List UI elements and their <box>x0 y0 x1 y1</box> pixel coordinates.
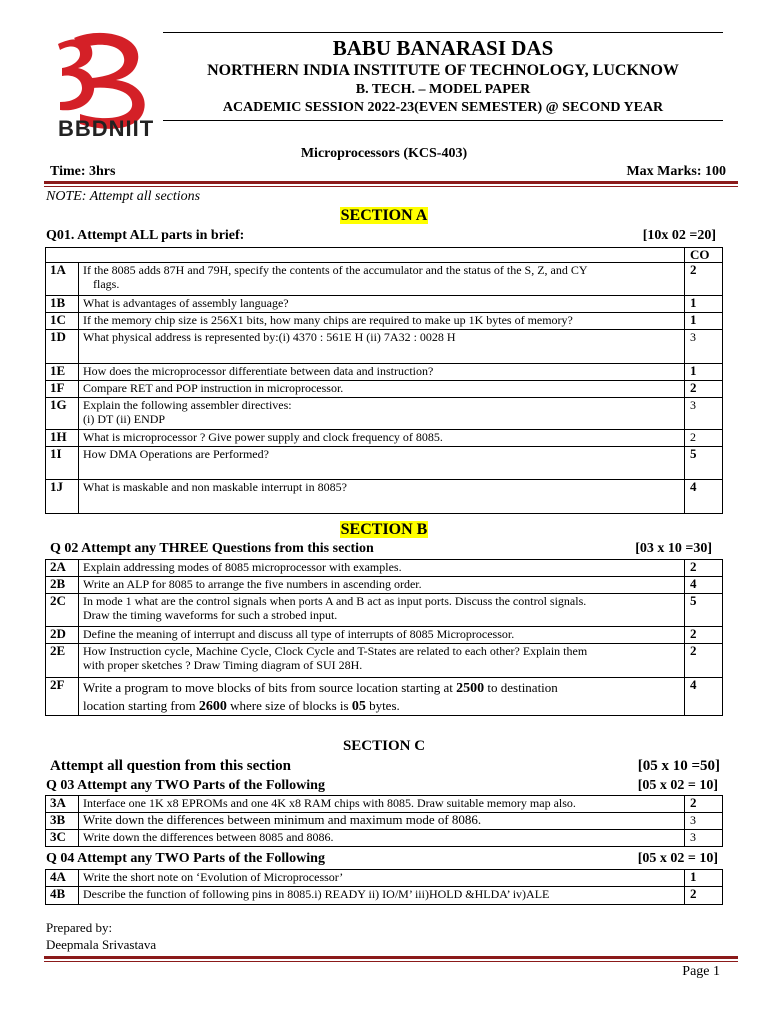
table-row <box>46 627 723 644</box>
co-value: 2 <box>685 627 723 644</box>
co-value: 3 <box>685 330 723 364</box>
table-row <box>46 830 723 847</box>
table-row <box>46 313 723 330</box>
footer-red-rule <box>44 956 738 959</box>
q01-marks: [10x 02 =20] <box>642 228 716 243</box>
question-text: What is microprocessor ? Give power supply and clock frequency of 8085. <box>79 430 685 447</box>
co-value: 2 <box>685 263 723 296</box>
question-text: How DMA Operations are Performed? <box>79 447 685 480</box>
question-text: Define the meaning of interrupt and discuss all type of interrupts of 8085 Microprocessor. <box>79 627 685 644</box>
header-red-rule <box>44 181 738 184</box>
max-marks: Max Marks: 100 <box>626 164 726 179</box>
note: NOTE: Attempt all sections <box>46 189 201 204</box>
table-row <box>46 577 723 594</box>
question-text: Write down the differences between 8085 and 8086. <box>79 830 685 847</box>
table-row <box>46 430 723 447</box>
question-number: 1I <box>46 447 79 480</box>
question-number: 2C <box>46 594 79 627</box>
q04-table <box>45 869 723 905</box>
paper-type: B. TECH. – MODEL PAPER <box>355 82 531 97</box>
question-number: 2B <box>46 577 79 594</box>
co-value: 4 <box>685 480 723 514</box>
question-number: 3A <box>46 796 79 813</box>
question-number: 1E <box>46 364 79 381</box>
question-number: 2A <box>46 560 79 577</box>
question-number: 1H <box>46 430 79 447</box>
question-number: 1G <box>46 398 79 430</box>
header-bottom-rule <box>163 120 723 121</box>
question-text: Explain addressing modes of 8085 microprocessor with examples. <box>79 560 685 577</box>
section-a-table <box>45 247 723 514</box>
co-value: 2 <box>685 430 723 447</box>
table-row <box>46 796 723 813</box>
co-value: 2 <box>685 644 723 678</box>
co-value: 1 <box>685 364 723 381</box>
section-a-heading <box>0 207 768 225</box>
co-value: 3 <box>685 398 723 430</box>
table-row <box>46 594 723 627</box>
table-row <box>46 263 723 296</box>
question-text: Write down the differences between minimum and maximum mode of 8086. <box>79 813 685 830</box>
section-c-title: SECTION C <box>342 738 426 754</box>
question-text: What is maskable and non maskable interrupt in 8085? <box>79 480 685 514</box>
co-value: 2 <box>685 381 723 398</box>
logo-text: BBDNIIT <box>58 116 155 141</box>
q03-table <box>45 795 723 847</box>
question-number: 1C <box>46 313 79 330</box>
section-b-table <box>45 559 723 716</box>
table-row <box>46 678 723 716</box>
question-text: Compare RET and POP instruction in microprocessor. <box>79 381 685 398</box>
question-number: 1A <box>46 263 79 296</box>
question-text: Write the short note on ‘Evolution of Microprocessor’ <box>79 870 685 887</box>
co-value: 1 <box>685 313 723 330</box>
section-a-title: SECTION A <box>340 207 428 224</box>
prepared-by-name: Deepmala Srivastava <box>46 937 157 952</box>
question-number: 2F <box>46 678 79 716</box>
table-row <box>46 447 723 480</box>
question-number: 4B <box>46 887 79 905</box>
question-text: What physical address is represented by:(i) 4370 : 561E H (ii) 7A32 : 0028 H <box>79 330 685 364</box>
question-number: 4A <box>46 870 79 887</box>
q01-instruction: Q01. Attempt ALL parts in brief: <box>46 228 245 243</box>
exam-time: Time: 3hrs <box>50 164 116 179</box>
question-number: 1J <box>46 480 79 514</box>
table-row <box>46 398 723 430</box>
co-value: 1 <box>685 870 723 887</box>
subject-title: Microprocessors (KCS-403) <box>300 146 468 161</box>
table-row <box>46 813 723 830</box>
co-value: 4 <box>685 577 723 594</box>
co-value: 1 <box>685 296 723 313</box>
college-name: BABU BANARASI DAS <box>332 36 554 60</box>
question-text: Explain the following assembler directives: (i) DT (ii) ENDP <box>79 398 685 430</box>
table-row <box>46 644 723 678</box>
academic-session: ACADEMIC SESSION 2022-23(EVEN SEMESTER) @ SECOND YEAR <box>222 100 664 115</box>
question-text: How does the microprocessor differentiate between data and instruction? <box>79 364 685 381</box>
co-value: 3 <box>685 830 723 847</box>
q02-marks: [03 x 10 =30] <box>635 541 712 556</box>
page-number: Page 1 <box>682 964 720 979</box>
section-c-instruction: Attempt all question from this section <box>50 758 291 774</box>
question-text: Write an ALP for 8085 to arrange the five numbers in ascending order. <box>79 577 685 594</box>
table-row <box>46 330 723 364</box>
question-text: What is advantages of assembly language? <box>79 296 685 313</box>
table-row <box>46 480 723 514</box>
co-value: 2 <box>685 560 723 577</box>
q04-marks: [05 x 02 = 10] <box>637 851 718 866</box>
question-text: In mode 1 what are the control signals when ports A and B act as input ports. Discuss the control signals. Draw the timing waveforms for such a strobed input. <box>79 594 685 627</box>
table-header-row <box>46 248 723 263</box>
co-value: 4 <box>685 678 723 716</box>
question-number: 1B <box>46 296 79 313</box>
question-number: 2E <box>46 644 79 678</box>
question-text: Interface one 1K x8 EPROMs and one 4K x8 RAM chips with 8085. Draw suitable memory map also. <box>79 796 685 813</box>
section-b-heading <box>0 521 768 539</box>
table-row <box>46 887 723 905</box>
header-top-rule <box>163 32 723 33</box>
question-text: How Instruction cycle, Machine Cycle, Clock Cycle and T-States are related to each other? Explain them with proper sketches ? Draw Timing diagram of SUI 28H. <box>79 644 685 678</box>
co-header: CO <box>685 248 723 263</box>
q04-instruction: Q 04 Attempt any TWO Parts of the Following <box>46 851 325 866</box>
question-text: Write a program to move blocks of bits from source location starting at 2500 to destination location starting from 2600 where size of blocks is 05 bytes. <box>79 678 685 716</box>
question-number: 1F <box>46 381 79 398</box>
table-row <box>46 296 723 313</box>
table-row <box>46 870 723 887</box>
header-red-rule-thin <box>44 186 738 187</box>
co-value: 3 <box>685 813 723 830</box>
question-text: If the memory chip size is 256X1 bits, how many chips are required to make up 1K bytes of memory? <box>79 313 685 330</box>
section-c-marks: [05 x 10 =50] <box>637 758 720 774</box>
table-row <box>46 381 723 398</box>
table-row <box>46 364 723 381</box>
institute-name: NORTHERN INDIA INSTITUTE OF TECHNOLOGY, LUCKNOW <box>207 62 679 79</box>
table-row <box>46 560 723 577</box>
question-number: 1D <box>46 330 79 364</box>
section-b-title: SECTION B <box>340 521 428 538</box>
q02-instruction: Q 02 Attempt any THREE Questions from this section <box>50 541 374 556</box>
q03-marks: [05 x 02 = 10] <box>637 778 718 793</box>
question-number: 3C <box>46 830 79 847</box>
question-number: 3B <box>46 813 79 830</box>
question-number: 2D <box>46 627 79 644</box>
co-value: 2 <box>685 887 723 905</box>
question-text: If the 8085 adds 87H and 79H, specify the contents of the accumulator and the status of the S, Z, and CY flags. <box>79 263 685 296</box>
prepared-by-label: Prepared by: <box>46 920 113 935</box>
question-text: Describe the function of following pins in 8085.i) READY ii) IO/M’ iii)HOLD &HLDA’ iv)ALE <box>79 887 685 905</box>
co-value: 5 <box>685 594 723 627</box>
q03-instruction: Q 03 Attempt any TWO Parts of the Following <box>46 778 325 793</box>
footer-red-rule-thin <box>44 961 738 962</box>
co-value: 5 <box>685 447 723 480</box>
co-value: 2 <box>685 796 723 813</box>
